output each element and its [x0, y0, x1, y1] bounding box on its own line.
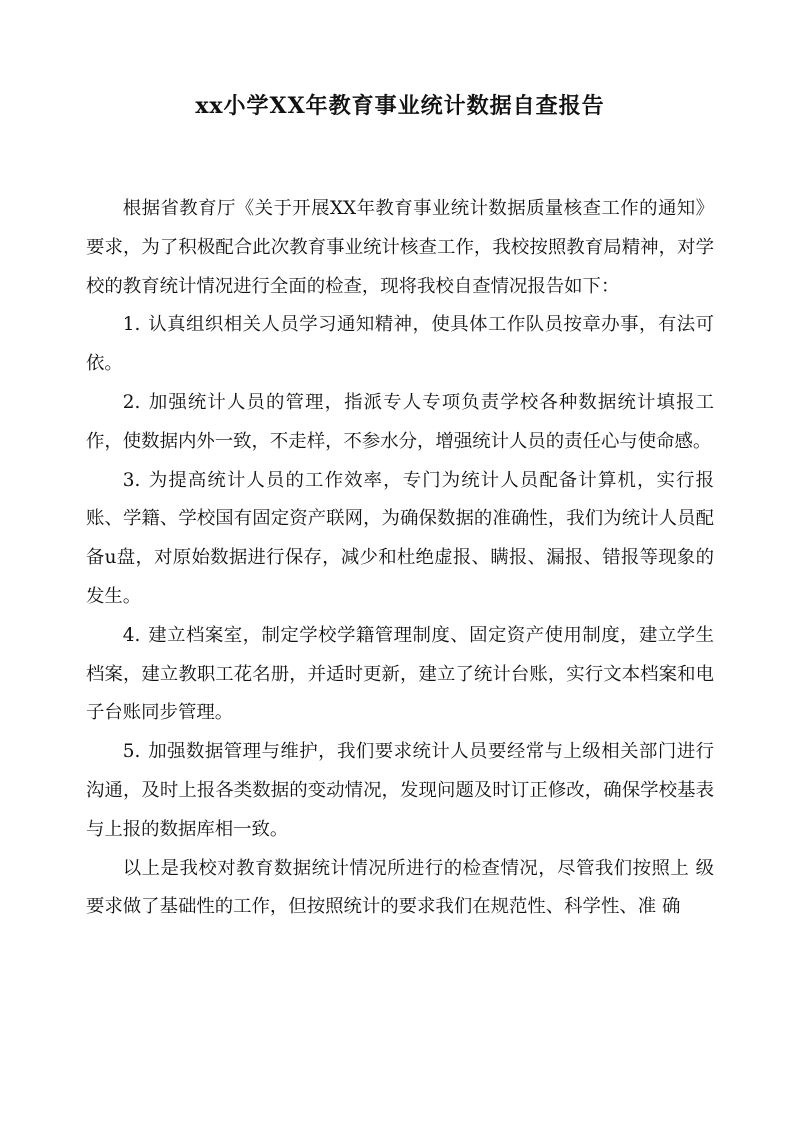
list-item-number: 4.	[122, 624, 141, 646]
list-item	[86, 384, 714, 462]
list-item-text: 为提高统计人员的工作效率，专门为统计人员配备计算机，实行报账、学籍、学校国有固定资产联网，为确保数据的准确性，我们为统计人员配备u盘，对原始数据进行保存，减少和杜绝虚报、瞒报、漏报、错报等现象的发生。	[86, 469, 714, 607]
list-item-text: 建立档案室，制定学校学籍管理制度、固定资产使用制度，建立学生档案，建立教职工花名册，并适时更新，建立了统计台账，实行文本档案和电子台账同步管理。	[86, 624, 714, 724]
intro-paragraph: 根据省教育厅《关于开展XX年教育事业统计数据质量核查工作的通知》要求，为了积极配合此次教育事业统计核查工作，我校按照教育局精神，对学校的教育统计情况进行全面的检查，现将我校自查情况报告如下：	[86, 198, 714, 297]
list-item-number: 1.	[122, 314, 141, 336]
list-item	[86, 617, 714, 733]
list-item	[86, 306, 714, 384]
list-item-number: 2.	[122, 391, 141, 413]
list-item-number: 3.	[122, 469, 141, 491]
closing-paragraph: 以上是我校对教育数据统计情况所进行的检查情况，尽管我们按照上 级要求做了基础性的工作，但按照统计的要求我们在规范性、科学性、准 确	[86, 857, 714, 918]
list-item-text: 认真组织相关人员学习通知精神，使具体工作队员按章办事，有法可依。	[86, 314, 714, 375]
list-item-text: 加强统计人员的管理，指派专人专项负责学校各种数据统计填报工作，使数据内外一致，不走样，不参水分，增强统计人员的责任心与使命感。	[86, 391, 714, 452]
list-item	[86, 733, 714, 849]
list-item-number: 5.	[122, 741, 141, 763]
list-item-text: 加强数据管理与维护，我们要求统计人员要经常与上级相关部门进行沟通，及时上报各类数据的变动情况，发现问题及时订正修改，确保学校基表与上报的数据库相一致。	[86, 741, 714, 840]
document-body	[86, 190, 714, 927]
document-title: xx小学XX年教育事业统计数据自查报告	[195, 93, 605, 119]
list-item	[86, 462, 714, 617]
